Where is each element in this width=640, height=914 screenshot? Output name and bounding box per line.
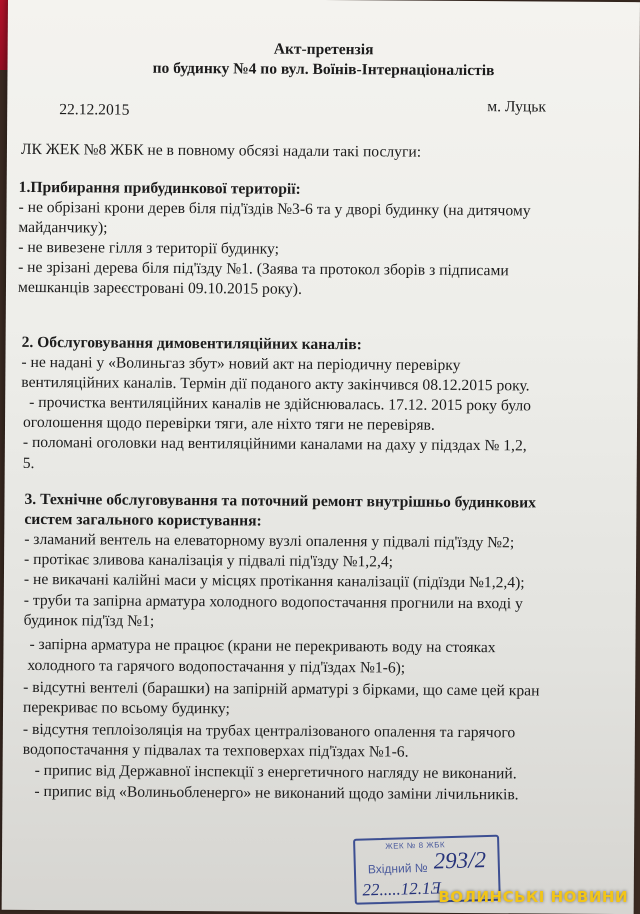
section-3-line: холодного та гарячого водопостачання у під'їздах №1-6); <box>27 656 406 677</box>
document-page <box>2 0 640 914</box>
section-2-heading: 2. Обслуговування димовентиляційних каналів: <box>21 333 362 354</box>
section-1-line: - не вивезене гілля з території будинку; <box>18 238 280 258</box>
section-1-line: мешканців зареєстровані 09.10.2015 року). <box>17 278 302 298</box>
section-2-line: оголошення щодо перевірки тяги, але ніхто тяги не перевіряв. <box>22 413 435 434</box>
section-2-line: вентиляційних каналів. Термін дії поданого акту закінчився 08.12.2015 року. <box>21 373 530 395</box>
section-1-line: - не зрізані дерева біля під'їзду №1. (Заява та протокол зборів з підписами <box>18 258 509 280</box>
section-2-line: - поломані оголовки над вентиляційними каналами на даху у підздах № 1,2, <box>22 433 527 455</box>
section-3-line: - труби та запірна арматура холодного водопостачання прогнили на вході у <box>23 591 523 613</box>
section-3-heading: систем загального користування: <box>24 510 262 530</box>
intro-text: ЛК ЖЕК №8 ЖБК не в повному обсязі надали такі послуги: <box>20 140 422 161</box>
section-3-line: - не викачані калійні маси у місцях протікання каналізації (підїзди №1,2,4); <box>23 570 525 592</box>
section-3-line: - протікає зливова каналізація у підвалі під'їзду №1,2,4; <box>24 550 394 571</box>
stamp-organization: ЖЕК № 8 ЖБК <box>385 840 446 851</box>
section-1-line: майданчику); <box>18 218 108 237</box>
section-3-line: - припис від Державної інспекції з енергетичного нагляду не виконаний. <box>34 761 517 783</box>
section-3-line: - припис від «Волиньобленерго» не виконаний щодо заміни лічильників. <box>34 782 519 804</box>
document-city: м. Луцьк <box>487 98 547 116</box>
watermark-logo: ВОЛИНСЬКІ НОВИНИ <box>438 888 628 906</box>
stamp-number: 293/2 <box>433 847 487 874</box>
section-1-heading: 1.Прибирання прибудинкової території: <box>18 178 301 198</box>
section-3-line: перекриває по всьому будинку; <box>22 698 230 718</box>
section-3-line: - запірна арматура не працює (крани не перекривають воду на стояках <box>29 635 496 657</box>
section-1-line: - не обрізані крони дерев біля під'їздів №3-6 та у дворі будинку (на дитячому <box>18 198 531 220</box>
section-3-heading: 3. Технічне обслуговування та поточний ремонт внутрішньо будинкових <box>24 490 537 512</box>
stamp-date: 22.....12.1Ǝ <box>362 878 442 900</box>
section-3-line: - відсутня теплоізоляція на трубах централізованого опалення та гарячого <box>22 720 516 742</box>
document-subtitle: по будинку №4 по вул. Воїнів-Інтернаціоналістів <box>152 59 495 80</box>
stamp-label: Вхідний № <box>367 860 428 877</box>
section-3-line: будинок під'їзд №1; <box>23 611 155 630</box>
section-3-line: водопостачання у підвалах та техповерхах під'їздах №1-6. <box>22 740 409 761</box>
section-2-line: 5. <box>22 454 35 472</box>
section-2-line: - прочистка вентиляційних каналів не здійснювалась. 17.12. 2015 року було <box>29 393 532 415</box>
section-2-line: - не надані у «Волиньгаз збут» новий акт на періодичну перевірку <box>21 353 461 374</box>
document-date: 22.12.2015 <box>59 101 130 119</box>
section-3-line: - зламаний вентель на елеваторному вузлі опалення у підвалі під'їзду №2; <box>24 530 515 552</box>
document-title: Акт-претензія <box>273 40 374 59</box>
section-3-line: - відсутні вентелі (барашки) на запірній арматурі з бірками, що саме цей кран <box>23 678 540 700</box>
